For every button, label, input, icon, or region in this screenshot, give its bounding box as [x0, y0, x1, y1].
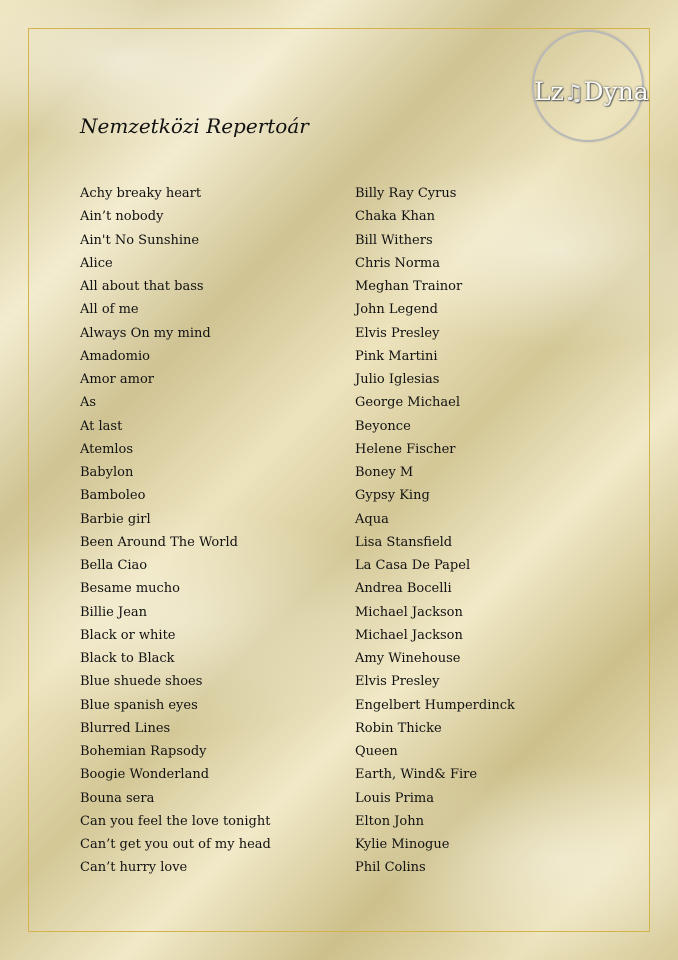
song-artist: Gypsy King — [355, 488, 430, 504]
song-row — [80, 556, 600, 579]
song-title: Bella Ciao — [80, 558, 148, 573]
song-title: Can you feel the love tonight — [80, 813, 271, 829]
song-title: Bouna sera — [80, 790, 155, 806]
song-artist: Chaka Khan — [355, 209, 436, 225]
song-artist: Elton John — [355, 813, 424, 829]
song-row — [80, 254, 600, 277]
page-title: Nemzetközi Repertoár — [80, 114, 309, 138]
song-title: Black or white — [80, 627, 176, 643]
song-row — [80, 626, 600, 649]
song-row — [80, 370, 600, 393]
song-row — [80, 533, 600, 556]
song-artist: Michael Jackson — [355, 604, 463, 620]
song-title: All of me — [80, 302, 139, 318]
song-artist: Aqua — [355, 511, 389, 527]
song-row — [80, 440, 600, 463]
song-row — [80, 277, 600, 300]
song-row — [80, 231, 600, 254]
song-row — [80, 742, 600, 765]
song-row — [80, 510, 600, 533]
song-row — [80, 393, 600, 416]
logo-text-before: Lz — [534, 77, 564, 106]
song-title: Blue spanish eyes — [80, 697, 198, 713]
song-artist: La Casa De Papel — [355, 558, 471, 573]
song-title: Ain't No Sunshine — [80, 232, 200, 248]
song-artist: Meghan Trainor — [355, 279, 463, 294]
song-artist: Amy Winehouse — [355, 651, 461, 666]
song-row — [80, 858, 600, 881]
song-title: Barbie girl — [80, 511, 151, 527]
song-artist: Queen — [355, 744, 398, 759]
song-artist: Bill Withers — [355, 232, 433, 248]
song-title: At last — [80, 418, 123, 434]
song-title: As — [80, 395, 97, 411]
song-row — [80, 184, 600, 207]
song-artist: Engelbert Humperdinck — [355, 697, 515, 713]
song-title: Ain’t nobody — [80, 209, 164, 225]
song-title: Bamboleo — [80, 488, 146, 504]
song-artist: Robin Thicke — [355, 720, 442, 736]
song-artist: Kylie Minogue — [355, 837, 450, 852]
music-note-icon: ♫ — [563, 81, 584, 106]
song-artist: Louis Prima — [355, 790, 434, 806]
song-artist: Elvis Presley — [355, 325, 440, 341]
song-artist: Lisa Stansfield — [355, 534, 453, 550]
song-row — [80, 696, 600, 719]
song-row — [80, 324, 600, 347]
song-row — [80, 649, 600, 672]
song-title: Can’t hurry love — [80, 860, 188, 876]
logo-text — [534, 77, 649, 106]
song-row — [80, 486, 600, 509]
song-artist: Elvis Presley — [355, 674, 440, 690]
song-title: Achy breaky heart — [80, 186, 202, 201]
song-title: Alice — [80, 255, 113, 271]
song-artist: Michael Jackson — [355, 627, 463, 643]
song-title: Babylon — [80, 465, 134, 480]
song-artist: Helene Fischer — [355, 441, 456, 457]
song-row — [80, 347, 600, 370]
song-artist: Earth, Wind& Fire — [355, 767, 478, 783]
song-row — [80, 789, 600, 812]
song-row — [80, 719, 600, 742]
song-title: Boogie Wonderland — [80, 767, 210, 783]
song-artist: George Michael — [355, 395, 460, 411]
song-title: Bohemian Rapsody — [80, 744, 207, 759]
lzdyna-logo — [532, 30, 649, 142]
song-row — [80, 835, 600, 858]
song-title: Billie Jean — [80, 604, 148, 620]
repertoire-list — [80, 184, 600, 882]
song-artist: Chris Norma — [355, 255, 440, 271]
song-artist: Phil Colins — [355, 860, 426, 876]
song-title: Always On my mind — [80, 325, 211, 341]
song-title: Amadomio — [80, 348, 150, 364]
song-title: Been Around The World — [80, 534, 238, 550]
logo-text-after: Dyna — [583, 77, 649, 106]
song-title: Amor amor — [80, 372, 155, 387]
song-artist: John Legend — [355, 302, 438, 318]
song-title: All about that bass — [80, 279, 204, 294]
song-row — [80, 207, 600, 230]
song-row — [80, 765, 600, 788]
song-title: Besame mucho — [80, 581, 181, 597]
song-row — [80, 300, 600, 323]
song-artist: Billy Ray Cyrus — [355, 186, 457, 201]
song-row — [80, 417, 600, 440]
song-artist: Pink Martini — [355, 348, 438, 364]
song-artist: Beyonce — [355, 418, 411, 434]
song-row — [80, 812, 600, 835]
song-row — [80, 579, 600, 602]
song-title: Atemlos — [80, 441, 134, 457]
song-artist: Andrea Bocelli — [355, 581, 452, 597]
song-artist: Julio Iglesias — [355, 372, 440, 387]
song-title: Black to Black — [80, 651, 175, 666]
song-row — [80, 463, 600, 486]
song-row — [80, 603, 600, 626]
song-artist: Boney M — [355, 465, 414, 480]
song-title: Blue shuede shoes — [80, 674, 203, 690]
song-row — [80, 672, 600, 695]
song-title: Can’t get you out of my head — [80, 837, 271, 852]
song-title: Blurred Lines — [80, 720, 171, 736]
